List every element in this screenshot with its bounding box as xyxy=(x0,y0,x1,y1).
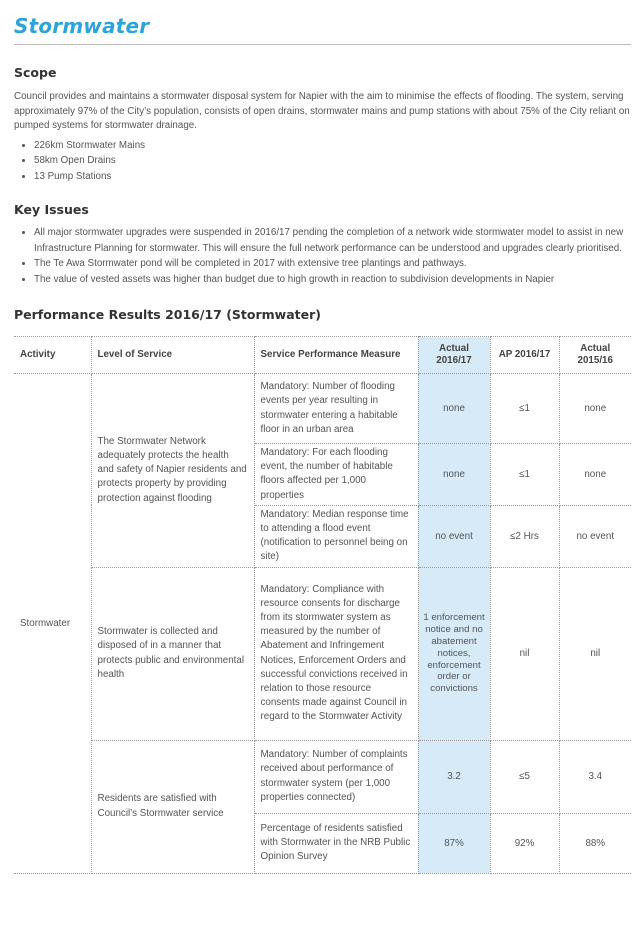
header-ap: AP 2016/17 xyxy=(490,337,559,374)
level-of-service-cell: The Stormwater Network adequately protects the health and safety of Napier residents and protects property by providing protection against flooding xyxy=(91,374,254,568)
measure-cell: Mandatory: Median response time to attending a flood event (notification to personnel being on site) xyxy=(254,505,418,567)
table-row xyxy=(14,740,631,813)
scope-list xyxy=(14,138,631,185)
level-of-service-cell: Stormwater is collected and disposed of in a manner that protects public and environmental health xyxy=(91,567,254,740)
list-item: • The value of vested assets was higher than budget due to high growth in reaction to subdivision developments in Napier xyxy=(34,272,631,288)
header-measure: Service Performance Measure xyxy=(254,337,418,374)
actual-current-cell: 3.2 xyxy=(418,740,490,813)
actual-current-cell: 1 enforcement notice and no abatement notices, enforcement order or convictions xyxy=(418,567,490,740)
actual-prev-cell: nil xyxy=(559,567,631,740)
list-item: • All major stormwater upgrades were suspended in 2016/17 pending the completion of a network wide stormwater model to assist in new Infrastructure Planning for stormwater. This will ensure the full network performance can be understood and upgrades clearly prioritised. xyxy=(34,225,631,256)
actual-current-cell: 87% xyxy=(418,813,490,873)
list-item: • 58km Open Drains xyxy=(34,153,631,169)
header-actual-current: Actual 2016/17 xyxy=(418,337,490,374)
header-activity: Activity xyxy=(14,337,91,374)
list-item: • 13 Pump Stations xyxy=(34,169,631,185)
list-item: • 226km Stormwater Mains xyxy=(34,138,631,154)
performance-table xyxy=(14,336,631,874)
performance-heading: Performance Results 2016/17 (Stormwater) xyxy=(14,307,321,322)
actual-current-cell: none xyxy=(418,374,490,444)
table-row xyxy=(14,567,631,740)
actual-current-cell: no event xyxy=(418,505,490,567)
ap-cell: ≤2 Hrs xyxy=(490,505,559,567)
header-actual-prev: Actual 2015/16 xyxy=(559,337,631,374)
level-of-service-cell: Residents are satisfied with Council’s Stormwater service xyxy=(91,740,254,873)
measure-cell: Percentage of residents satisfied with Stormwater in the NRB Public Opinion Survey xyxy=(254,813,418,873)
measure-cell: Mandatory: For each flooding event, the number of habitable floors affected per 1,000 properties xyxy=(254,444,418,506)
page xyxy=(14,0,631,874)
actual-prev-cell: 88% xyxy=(559,813,631,873)
table-header-row xyxy=(14,337,631,374)
title-divider xyxy=(14,44,631,45)
page-title: Stormwater xyxy=(14,14,150,38)
actual-prev-cell: 3.4 xyxy=(559,740,631,813)
scope-heading: Scope xyxy=(14,65,57,80)
header-level-of-service: Level of Service xyxy=(91,337,254,374)
actual-prev-cell: no event xyxy=(559,505,631,567)
actual-prev-cell: none xyxy=(559,444,631,506)
key-issues-list xyxy=(14,225,631,287)
activity-cell: Stormwater xyxy=(14,374,91,874)
ap-cell: ≤5 xyxy=(490,740,559,813)
table-row xyxy=(14,374,631,444)
measure-cell: Mandatory: Number of complaints received about performance of stormwater system (per 1,000 properties connected) xyxy=(254,740,418,813)
measure-cell: Mandatory: Compliance with resource consents for discharge from its stormwater system as measured by the number of Abatement and Infringement Notices, Enforcement Orders and successful convictions received in relation to those resource consents made against Council in regard to the Stormwater Activity xyxy=(254,567,418,740)
measure-cell: Mandatory: Number of flooding events per year resulting in stormwater entering a habitable floor in an urban area xyxy=(254,374,418,444)
actual-current-cell: none xyxy=(418,444,490,506)
list-item: • The Te Awa Stormwater pond will be completed in 2017 with extensive tree plantings and pathways. xyxy=(34,256,631,272)
ap-cell: 92% xyxy=(490,813,559,873)
key-issues-heading: Key Issues xyxy=(14,202,89,217)
ap-cell: ≤1 xyxy=(490,374,559,444)
scope-paragraph: Council provides and maintains a stormwater disposal system for Napier with the aim to minimise the effects of flooding. The system, serving approximately 97% of the City’s population, consists of open drains, stormwater mains and pump stations with about 75% of the City reliant on pumped systems for stormwater drainage. xyxy=(14,91,630,131)
ap-cell: ≤1 xyxy=(490,444,559,506)
ap-cell: nil xyxy=(490,567,559,740)
actual-prev-cell: none xyxy=(559,374,631,444)
